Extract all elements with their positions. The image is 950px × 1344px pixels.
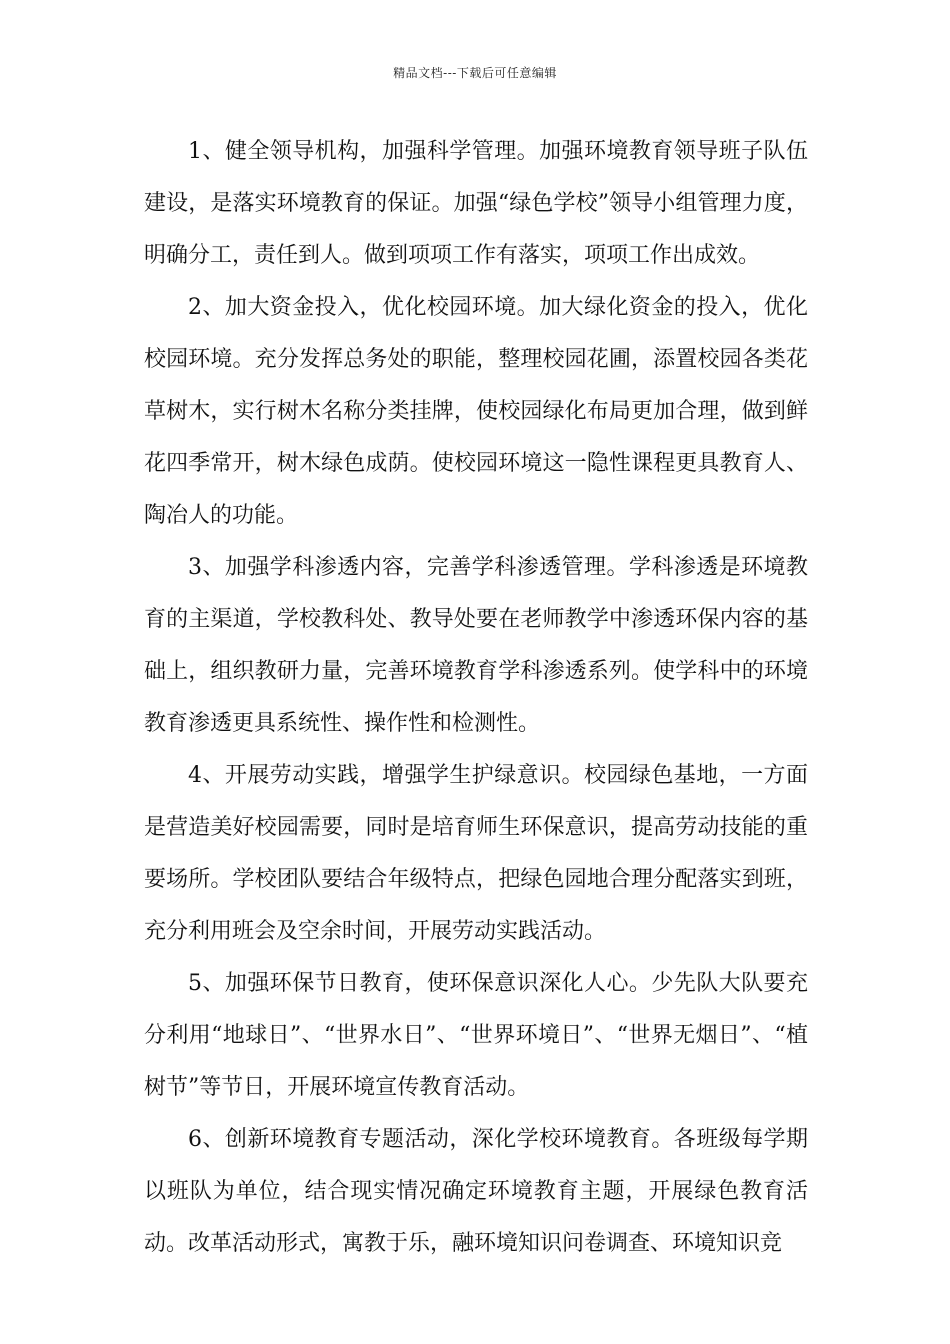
page-header: 精品文档---下载后可任意编辑 [393,66,557,80]
paragraph-1: 1、健全领导机构，加强科学管理。加强环境教育领导班子队伍建设，是落实环境教育的保证。加强“绿色学校”领导小组管理力度，明确分工，责任到人。做到项项工作有落实，项项工作出成效。 [144,139,808,268]
paragraph-5: 5、加强环保节日教育，使环保意识深化人心。少先队大队要充分利用“地球日”、“世界水日”、“世界环境日”、“世界无烟日”、“植树节”等节日，开展环境宣传教育活动。 [144,971,808,1100]
paragraph-3: 3、加强学科渗透内容，完善学科渗透管理。学科渗透是环境教育的主渠道，学校教科处、教导处要在老师教学中渗透环保内容的基础上，组织教研力量，完善环境教育学科渗透系列。使学科中的环境教育渗透更具系统性、操作性和检测性。 [144,555,808,736]
paragraph-6: 6、创新环境教育专题活动，深化学校环境教育。各班级每学期以班队为单位，结合现实情况确定环境教育主题，开展绿色教育活动。改革活动形式，寓教于乐，融环境知识问卷调查、环境知识竞 [144,1127,808,1256]
document-body [144,126,808,1270]
paragraph-2: 2、加大资金投入，优化校园环境。加大绿化资金的投入，优化校园环境。充分发挥总务处的职能，整理校园花圃，添置校园各类花草树木，实行树木名称分类挂牌，使校园绿化布局更加合理，做到鲜花四季常开，树木绿色成荫。使校园环境这一隐性课程更具教育人、陶冶人的功能。 [144,295,808,528]
paragraph-4: 4、开展劳动实践，增强学生护绿意识。校园绿色基地，一方面是营造美好校园需要，同时是培育师生环保意识，提高劳动技能的重要场所。学校团队要结合年级特点，把绿色园地合理分配落实到班，充分利用班会及空余时间，开展劳动实践活动。 [144,763,808,944]
